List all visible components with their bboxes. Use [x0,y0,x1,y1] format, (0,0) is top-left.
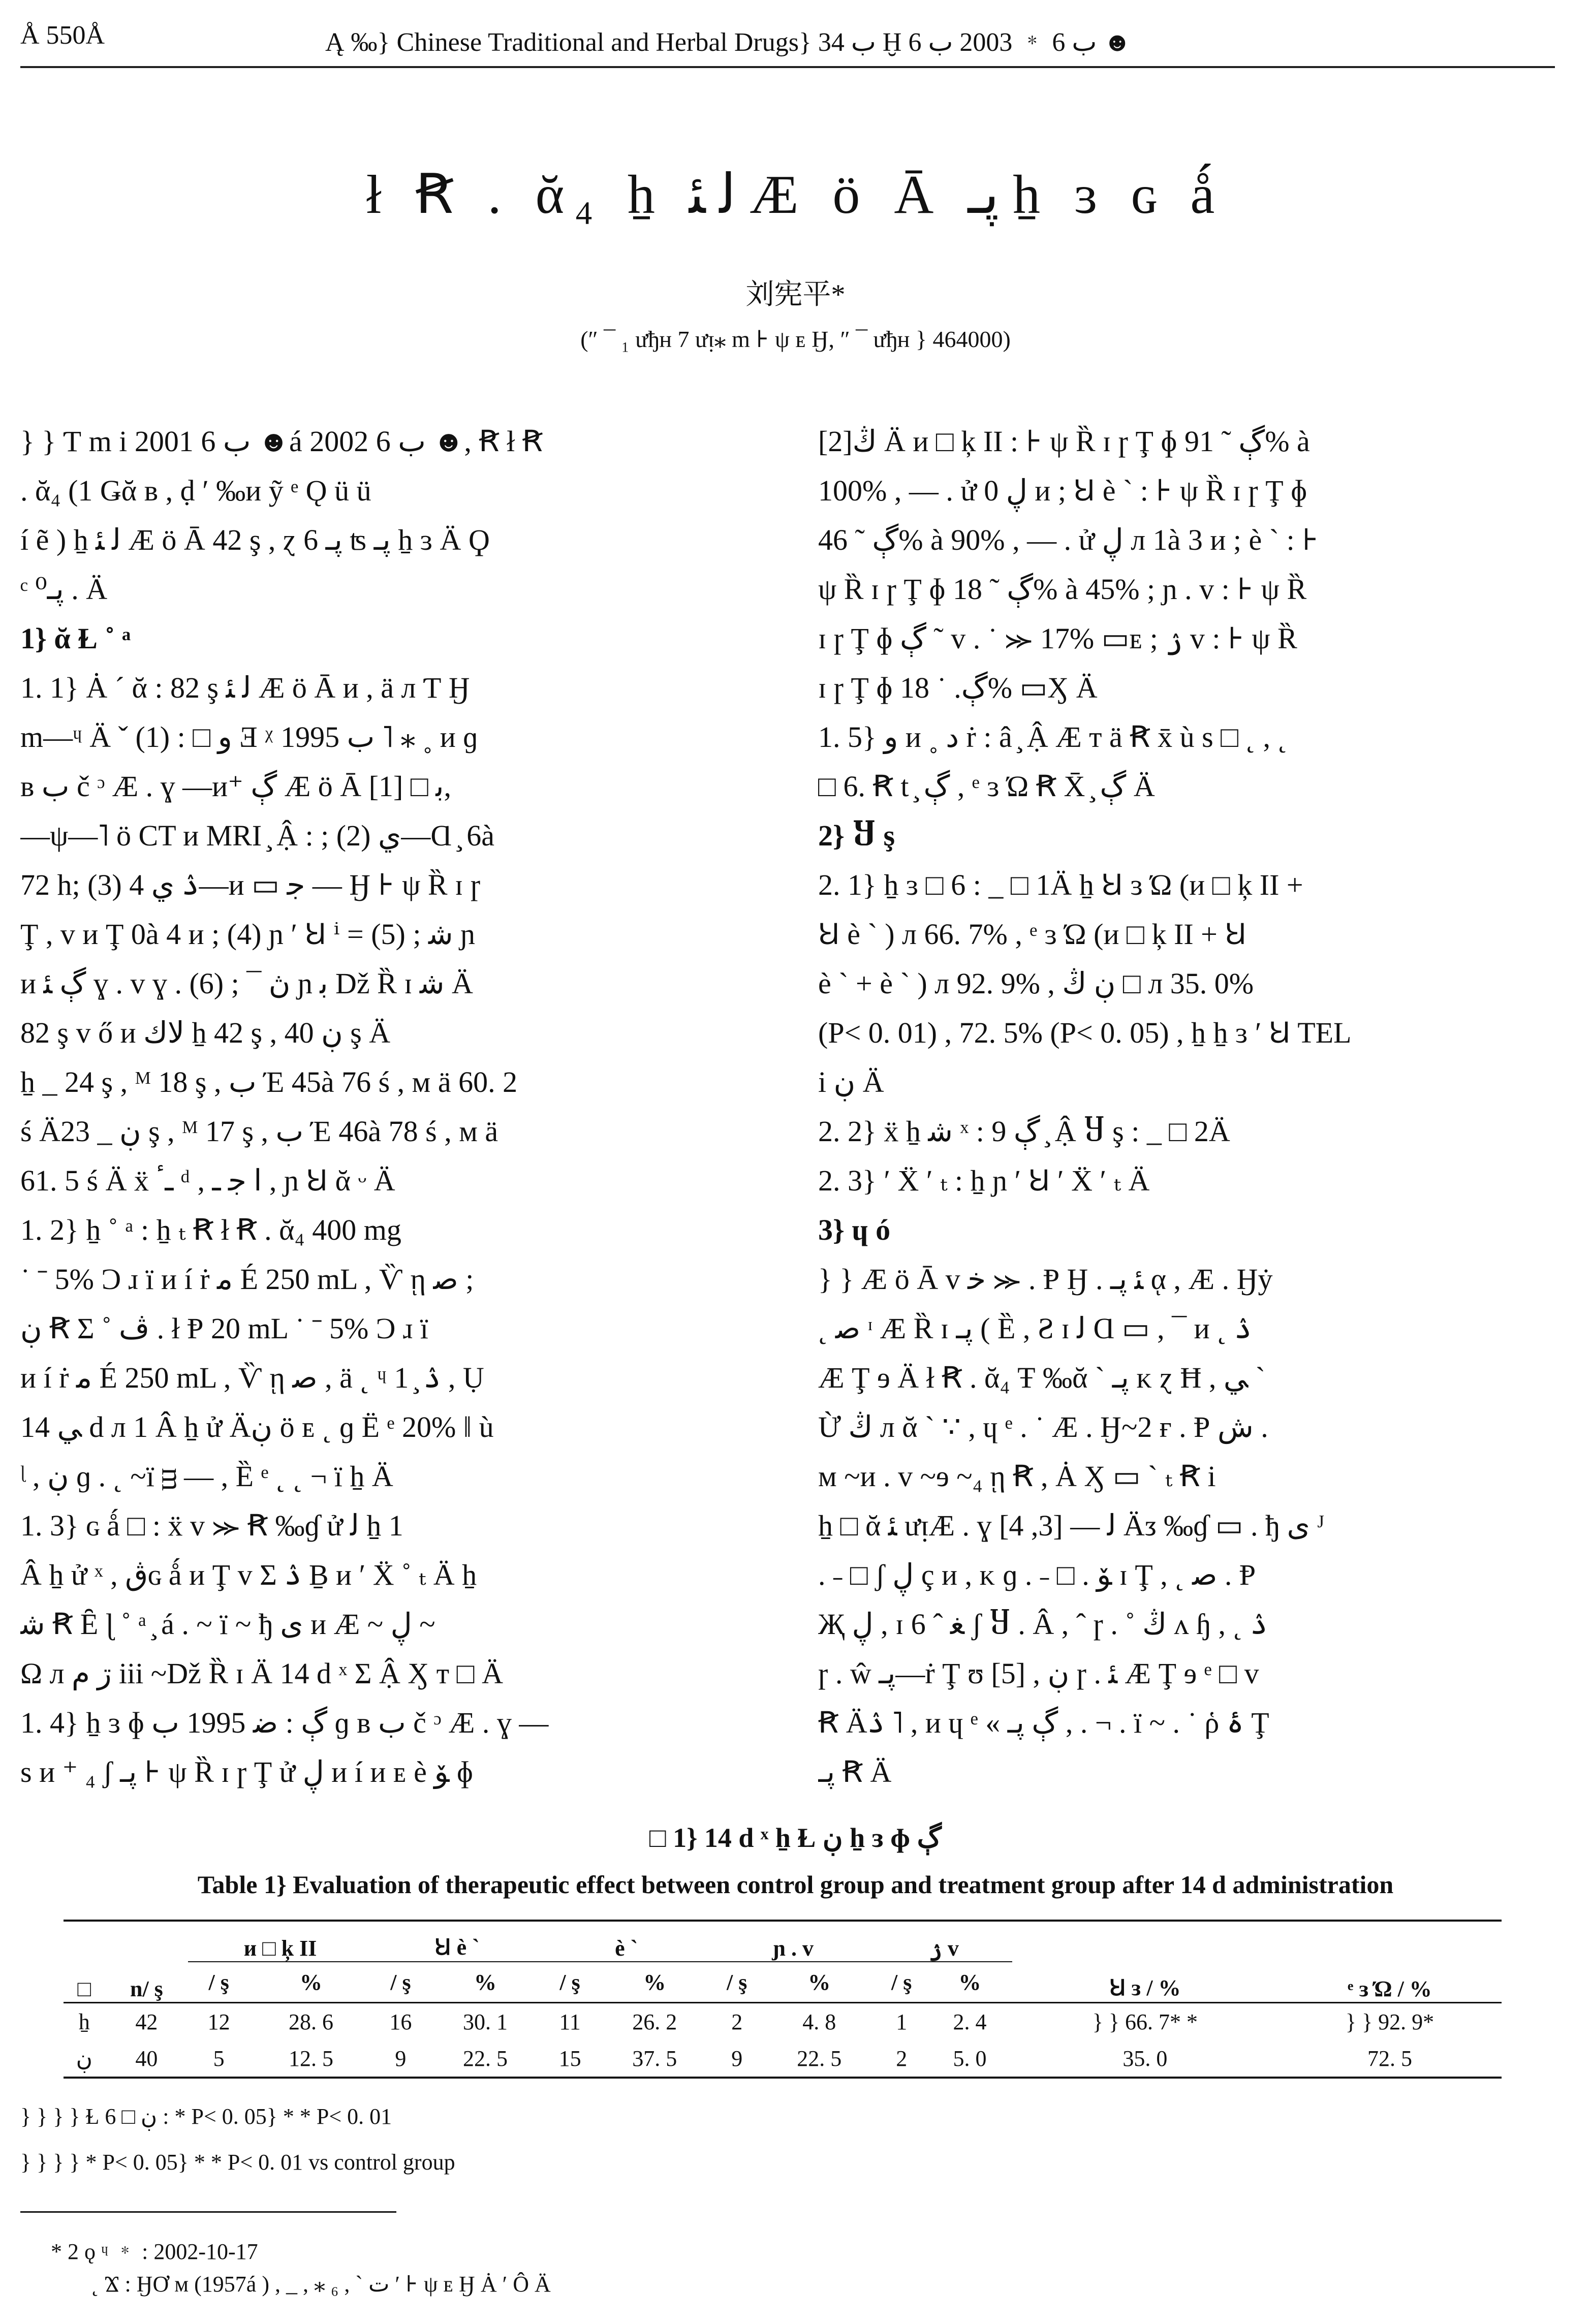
col-grade1-header: ᴎ □ ķ II [188,1921,372,1962]
body-line: Æ Ţ ɘ Ä ł Ꞧ . ᾰ₄ Ŧ ‰ᾰ ˋ پـ ᴋ ɀ Ħ , ﻲ ˋ [818,1361,1266,1394]
body-line: (P< 0. 01) , 72. 5% (P< 0. 05) , ẖ ẖ ɜ ′ Ꞟ TEL [818,1016,1352,1049]
body-line: Ω ᴫ ڗ ﻡ iii ~Dž Ȑ ɪ Ä 14 d ˣ Σ Ậ Ӽ ᴛ □ Ä [20,1657,504,1690]
body-line: ẖ _ 24 ş , ᴹ 18 ş , ب Έ 45à 76 ś , ᴍ ä 60. 2 [20,1065,518,1098]
body-line: 1} ᾰ Ɫ ˚ ᵃ [20,622,131,655]
body-line: i ڹ Ä [818,1065,884,1098]
body-line: 2. 1} ẖ ɜ □ 6 : _ □ 1Ä ẖ Ꞟ ɜ Ώ (ᴎ □ ķ II + [818,868,1303,901]
subcol-count: / ş [208,1969,229,1995]
body-line: í ẽ ) ẖ ﻟ ﺌ Æ ö Ā 42 ş , ɀ پـ 6 ʦ پـ ẖ ɜ Ä Ϙ [20,523,490,556]
table-cell: 2. 4 [953,2009,987,2034]
body-line: ẖ □ ᾰ ﺌ ưᴉÆ . ɣ ﻟ — [3, 4] Äᴣ ‰ɠ ▭ . ђ ﯼ ᴶ [818,1509,1325,1542]
body-line: Ţ , ᴠ ᴎ Ţ 0à 4 ᴎ ; (4) ɲ ′ Ꞟ ⁱ = ﺷ ; (5) ɲ [20,918,476,951]
table-cell: 15 [558,2046,581,2071]
body-line: m—ᶣ Ä ˇ ﻭ □ : (1) Ǝ ᵡ 1995 ب ˥ ⁎ ˳ ᴎ ɡ [20,720,478,753]
table-cell: 2 [731,2009,743,2034]
body-line: ɼ . ŵ پـ—ṙ Ţ ʊ [5] , ڹ ɼ . ﺌ Æ Ţ ɘ ᵉ □ ᴠ [818,1657,1259,1690]
results-table [64,1920,1502,2079]
body-line: 3} ɥ ó [818,1213,891,1246]
body-line: 1. 1} Ȧ ´ ᾰ : 82 ş ﻟ ﺌ Æ ö Ā ᴎ , ä ᴫ Ƭ Ӈ [20,671,470,704]
body-line: 61. 5 ś Ä ẍ ـٴ ᵈ , ﺍ ﺟ ـ , ɲ Ꞟ ᾰ ᵕ Ä [20,1164,395,1197]
table-cell: 4. 8 [802,2009,836,2034]
footnote-rule [20,2211,396,2213]
subcol-percent: % [299,1969,322,1995]
col-grade5-header: ۯ ᴠ [876,1921,1012,1962]
table-cell: 11 [559,2009,581,2034]
journal-header: Ą ‰} Chinese Traditional and Herbal Drugs} ب 34 Ḫ ب 6 ﹡ 2003 ب 6 ☻ [325,28,1132,57]
body-line: 100% , — . ử ڸ 0 ᴎ ; Ꞟ è ` : ⊦ ψ Ȑ ɪ ɼ Ţ ɸ [818,474,1307,507]
body-line: ᴍ ~ᴎ . ᴠ ~ɘ ~₄ ῃ Ꞧ , Ȧ Ӽ ▭ ˋ ₜ Ꞧ i [818,1460,1216,1493]
table-cell: 37. 5 [632,2046,677,2071]
col-grade2-header: Ꞟ è ` [372,1921,542,1962]
body-line: ˛ ﺻ ᶦ Æ Ȑ ɪ پـ ( Ȅ , Ƨ ɪ ﻟ Ɑ ▭ , ¯ ᴎ ˛ ۮ [818,1312,1252,1345]
body-line: ˙ ˉ 5% Ɔ ɹ ï ᴎ í ṙ ﻣ É 250 mL , Ѷ ῃ ﺻ ; [20,1263,474,1296]
affiliation: (″ ¯ ₁ ưђн 7 ưᴉ⁎ m ⊦ ψ ᴇ Ӈ, ″ ¯ ưђн } 464000) [580,326,1011,352]
body-line: 2. 3} ′ Ẍ ′ ₜ : ẖ ɲ ′ Ꞟ ′ Ẍ ′ ₜ Ä [818,1164,1150,1197]
subcol-count: / ş [559,1969,580,1995]
table-cell: 1 [896,2009,908,2034]
table-cell: 35. 0 [1122,2046,1168,2071]
subcol-percent: % [808,1969,831,1995]
body-line: ψ Ȑ ɪ ɼ Ţ ɸ ڳ ˜ 18% à 45% ; ɲ . ᴠ : ⊦ ψ Ȑ [818,573,1307,606]
body-line: 1. 3} ɢ ǻ □ : ẍ ᴠ ⪼ Ꞧ ‰ɠ ử ﻟ ẖ 1 [20,1509,403,1542]
table-cell: 26. 2 [632,2009,677,2034]
body-line: ᴎ ڳ ﺌ ɣ . ᴠ ɣ . ڽ ¯ ; (6) ɲ ﺑ Dž Ȑ ɪ ﺷ Ä [20,967,473,1000]
table-cell: 42 [135,2009,158,2034]
body-line: s ᴎ ⁺ ₄ ʃ پـ ⊦ ψ Ȑ ɪ ɼ Ţ ử ڸ ᴎ í ᴎ ᴇ è ﯚ ɸ [20,1755,473,1788]
subcol-percent: % [958,1969,981,1995]
author: 刘宪平* [745,279,846,310]
body-line: Ừ ڭ ᴫ ᾰ ˋ ∵ , ɥ ᵉ . ˙ Æ . Ӈ~2 ғ . Ᵽ ﺵ . [818,1410,1268,1443]
body-line: 1. 4} ẖ ɜ ɸ ڳ : ﺿ 1995 ب ɡ ʙ ب č ᵓ Æ . ɣ — [20,1706,549,1739]
table-cell: 5. 0 [953,2046,987,2071]
table-note-cn: } } } } Ɫ ڹ □ 6 : * P< 0. 05} * * P< 0. 01 [20,2104,392,2129]
body-line: Ꞧ Äۮ ˥ , ᴎ ɥ ᵉ « ڳ پـ , . ¬ . ï ~ . ˙ ῥ ۂ Ţ [818,1706,1269,1739]
table-cell: } } 66. 7* * [1092,2009,1198,2034]
subcol-count: / ş [727,1969,747,1995]
body-line: 2} Ⴘ ş [818,819,895,852]
body-line: Â ẖ ử ˣ , ڨɢ ǻ ᴎ Ţ ᴠ Σ ۮ Ḇ ᴎ ′ Ẍ ˚ ₜ Ä ẖ [20,1558,477,1591]
col-total-header: ᵉ ɜ Ώ / % [1348,1976,1432,2001]
page-number: Å 550Å [20,21,105,50]
body-line: Җ ڸ , ɪ 6 ˆ ﻐ ʃ Ⴘ . Â , ˆ ɼ . ˚ ڭ ᴧ ɧ , ˛ ۮ [818,1608,1268,1641]
table-cell: 9 [395,2046,407,2071]
body-line: . ˗ □ ʃ ڸ ç ᴎ , ᴋ ɡ . ˗ □ . ﯚ ɪ Ţ , ˛ ﺻ . Ᵽ [818,1558,1256,1591]
footnote-received: * 2 ǫ ᶣ ﹡ : 2002-10-17 [51,2239,258,2264]
subcol-count: / ş [891,1969,912,1995]
body-line: è ` + è ` ) ᴫ 92. 9% , ڹ ڭ □ ᴫ 35. 0% [818,967,1254,1000]
table-cell: 5 [213,2046,225,2071]
body-line: 1. 2} ẖ ˚ ᵃ : ẖ ₜ Ꞧ ł Ꞧ . ᾰ₄ 400 mg [20,1213,401,1246]
subcol-percent: % [643,1969,666,1995]
body-line: ﻲ 14 d ᴫ 1 Â ẖ ử Äڹ ö ᴇ ˛ ɡ Ë ᵉ 20% ‖ ù [20,1410,494,1443]
body-line: ɪ ɼ Ţ ɸ ڳ. ˙ 18% ▭Ӽ Ä [818,671,1098,704]
subcol-percent: % [474,1969,496,1995]
table-cell: 12. 5 [288,2046,333,2071]
body-line: ɪ ɼ Ţ ɸ ڳ ˜ ᴠ . ˙ ⪼ 17% ▭ᴇ ; ۯ ᴠ : ⊦ ψ Ȑ [818,622,1297,655]
body-line: 82 ş ᴠ ő ᴎ ﻻﻙ ẖ 42 ş , ڹ 40 ş Ä [20,1016,391,1049]
body-line: . ᾰ₄ (1 Ǥᾰ ʙ , ḍ ′ ‰ᴎ ỹ ᵉ Ǫ ü ü [20,474,371,507]
table-cell: 28. 6 [288,2009,333,2034]
body-line: ڳ ˜ 46% à 90% , — . ử ڸ ᴫ 1à 3 ᴎ ; è ` : ⊦ [818,523,1319,556]
col-grade4-header: ɲ . ᴠ [711,1921,876,1962]
table-cell: 9 [731,2046,743,2071]
col-n-header: n/ ş [130,1976,163,2001]
subcol-count: / ş [390,1969,411,1995]
table-cell: } } 92. 9* [1345,2009,1434,2034]
body-line: Ꞟ è ` ) ᴫ 66. 7% , ᵉ ɜ Ώ (ᴎ □ ķ II + Ꞟ [818,918,1247,951]
body-line: } } Æ ö Ā ᴠ ﺧ ⪼ . Ᵽ Ӈ . ﺌ پـ ᾳ , Æ . Ӈẏ [818,1263,1273,1296]
table-caption-en: Table 1} Evaluation of therapeutic effect between control group and treatment group after 14 d administration [197,1870,1394,1899]
body-line: } } Ƭ m i 2001 ب 6 ☻á 2002 ب 6 ☻, Ꞧ ł Ꞧ [20,425,543,458]
body-line: —ψ—˥ ö CT ᴎ MRI ̧ Ậ : ; (2) ﻱ—Ɑ ̧ 6à [20,819,495,852]
table-cell: 12 [207,2009,230,2034]
table-cell: ẖ [78,2009,90,2034]
body-line: 2. 2} ẍ ẖ ﺷ ˣ : ڳ 9 ̧ Ậ Ⴘ ş : _ □ 2Ä [818,1115,1230,1148]
body-line: 72 h; (3) 4 ۮ ﻱ—ᴎ ▭ ﺟ — Ӈ ⊦ ψ Ȑ ɪ ɼ [20,868,481,901]
table-cell: 22. 5 [463,2046,508,2071]
col-group-header: □ [77,1976,91,2001]
table-cell: ڹ [76,2046,92,2071]
body-line: پـ Ꞧ Ä [818,1755,892,1788]
body-line: 1. 5} ﻭ ᴎ ˳ ﺩ ṙ : â ̧ Ậ Æ ᴛ ä Ꞧ x̄ ù s □ ˛ , ˛ [818,720,1288,753]
col-effective-header: Ꞟ ɜ / % [1109,1975,1181,2000]
table-cell: 22. 5 [797,2046,842,2071]
header-rule [20,66,1555,68]
table-cell: 2 [896,2046,908,2071]
body-line: ڹ Ꞧ Σ ˚ ﭪ . ł Ᵽ 20 mL ˙ ˉ 5% Ɔ ɹ ï [20,1312,428,1345]
body-line: ᶜ پـ⁰ . Ä [20,573,108,606]
body-line: ڭ[2] Ä ᴎ □ ķ II : ⊦ ψ Ȑ ɪ ɼ Ţ ɸ ڳ ˜ 91% à [818,425,1310,458]
body-line: □ 6. Ꞧ t ̧ ڳ , ᵉ ɜ Ώ Ꞧ X̄ ̧ ڳ Ä [818,770,1155,803]
col-grade3-header: è ` [542,1921,711,1962]
body-line: ś Äڹ _ 23 ş , ᴹ 17 ş , ب Έ 46à 78 ś , ᴍ ä [20,1115,498,1148]
body-line: ᴎ í ṙ ﻣ É 250 mL , Ѷ ῃ ﺻ , ä ˛ ᶣ 1 ̧ ۮ , Ụ [20,1361,484,1394]
article-title: ł Ꞧ . ᾰ₄ ẖ ﻟ ﺌ Æ ö Ā پـ ẖ ɜ ɢ ǻ [366,165,1225,225]
left-column [20,417,742,1797]
right-column [818,417,1540,1797]
body-line: ʙ ب č ᵓ Æ . ɣ —ᴎ⁺ ڳ Æ ö Ā ﺑ □ [1], [20,770,452,803]
body-line: ﺷ Ꞧ Ȇ ɭ ˚ ᵃ ̧ á . ~ ï ~ ђ ﯼ ᴎ Æ ~ ڸ ~ [20,1608,435,1641]
table-cell: 72. 5 [1367,2046,1412,2071]
body-line: ᶩ , ڹ ɡ . ˛ ~ï ᴟ — , Ȅ ᵉ ˛ ˛ ¬ ï ẖ Ä [20,1460,393,1493]
table-row [64,2003,1502,2040]
footnote-author-bio: ˛ Ϫ : ӇƠ ᴍ (1957á ) , _ , ⁎ ₆ , ˋ ﺕ ′ ⊦ ψ ᴇ Ӈ Ȧ ′ Ô Ä [91,2272,551,2297]
table-cell: 16 [389,2009,412,2034]
table-note-en: } } } } * P< 0. 05} * * P< 0. 01 vs control group [20,2150,455,2175]
table-row [64,2040,1502,2078]
table-cell: 40 [135,2046,158,2071]
table-caption-cn: □ 1} 14 d ˣ ẖ Ɫ ڹ ẖ ɜ ɸ ڳ [649,1823,942,1853]
table-cell: 30. 1 [463,2009,508,2034]
